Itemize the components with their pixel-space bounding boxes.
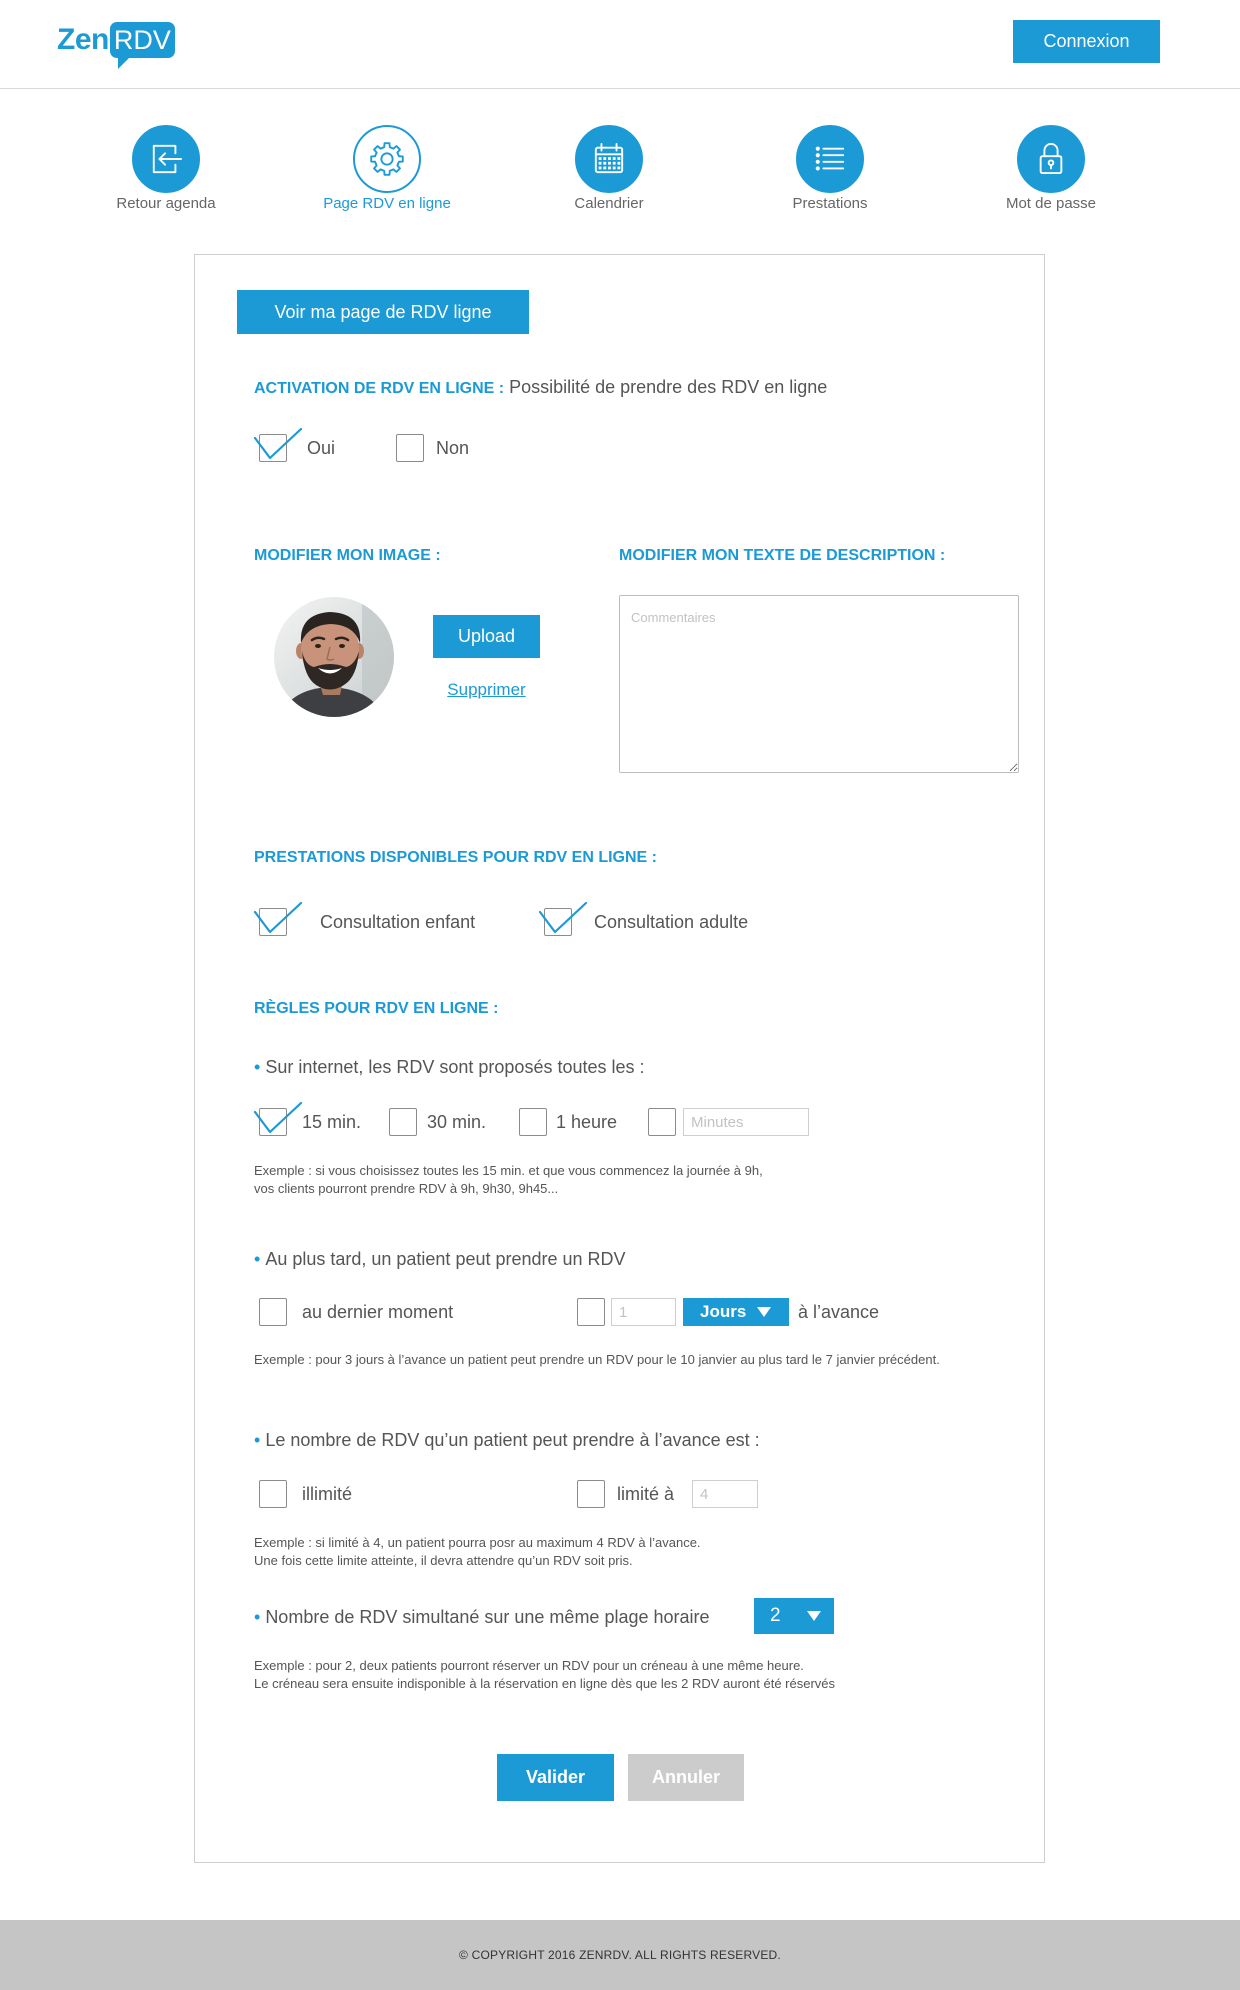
gear-icon: [355, 127, 419, 191]
view-booking-page-button[interactable]: Voir ma page de RDV ligne: [237, 290, 529, 334]
limited-checkbox[interactable]: [577, 1480, 605, 1508]
interval-1hour-label[interactable]: 1 heure: [556, 1112, 618, 1132]
footer: [0, 1920, 1240, 1990]
service-child-checkbox[interactable]: [259, 908, 287, 936]
copyright-text: © COPYRIGHT 2016 ZENRDV. ALL RIGHTS RESERVED.: [459, 1948, 781, 1962]
limit-count-input[interactable]: [692, 1480, 758, 1508]
nav-icon-circle: [575, 125, 643, 193]
nav-item-retour-agenda[interactable]: [86, 125, 246, 213]
advance-checkbox[interactable]: [577, 1298, 605, 1326]
delete-image-link[interactable]: Supprimer: [447, 680, 526, 699]
simultaneous-question: • Nombre de RDV simultané sur une même plage horaire: [254, 1606, 710, 1628]
example-line: vos clients pourront prendre RDV à 9h, 9h30, 9h45...: [254, 1181, 559, 1196]
interval-1hour-checkbox[interactable]: [519, 1108, 547, 1136]
advance-amount-input[interactable]: [611, 1298, 676, 1326]
activation-heading: [254, 376, 827, 400]
avatar: [274, 597, 394, 717]
interval-minutes-input[interactable]: [683, 1108, 809, 1136]
header: [0, 0, 1240, 89]
cancel-button[interactable]: Annuler: [628, 1754, 744, 1801]
interval-question: • Sur internet, les RDV sont proposés toutes les :: [254, 1056, 645, 1078]
list-icon: [798, 127, 862, 191]
brand-logo-prefix: Zen: [57, 23, 109, 56]
simultaneous-count-value: 2: [770, 1605, 781, 1626]
speech-bubble-tail-icon: [118, 57, 130, 69]
activation-subtitle: Possibilité de prendre des RDV en ligne: [504, 377, 828, 397]
unlimited-checkbox[interactable]: [259, 1480, 287, 1508]
last-minute-checkbox[interactable]: [259, 1298, 287, 1326]
example-line: Une fois cette limite atteinte, il devra attendre qu’un RDV soit pris.: [254, 1553, 633, 1568]
service-adult-label[interactable]: Consultation adulte: [594, 912, 749, 932]
advance-unit-value: Jours: [700, 1302, 747, 1321]
interval-30min-checkbox[interactable]: [389, 1108, 417, 1136]
nav-item-calendrier[interactable]: [529, 125, 689, 213]
activation-no-checkbox[interactable]: [396, 434, 424, 462]
service-adult-checkbox[interactable]: [544, 908, 572, 936]
simultaneous-example: [254, 1657, 835, 1693]
interval-30min-label[interactable]: 30 min.: [427, 1112, 487, 1132]
nav-item-page-rdv[interactable]: [307, 125, 467, 213]
checkmark-icon: [253, 426, 305, 466]
example-line: Exemple : si limité à 4, un patient pourra posr au maximum 4 RDV à l’avance.: [254, 1535, 701, 1550]
example-line: Exemple : pour 3 jours à l’avance un patient peut prendre un RDV pour le 10 janvier au plus tard le 7 janvier précédent.: [254, 1352, 940, 1367]
activation-yes-checkbox[interactable]: [259, 434, 287, 462]
activation-no-label[interactable]: Non: [436, 438, 470, 458]
caret-down-icon: [807, 1611, 821, 1621]
nav-label: Page RDV en ligne: [323, 195, 451, 212]
checkmark-icon: [253, 900, 305, 940]
nav-icon-circle: [132, 125, 200, 193]
simultaneous-count-select[interactable]: [754, 1598, 834, 1634]
nav-item-mot-de-passe[interactable]: [971, 125, 1131, 213]
description-section-title: MODIFIER MON TEXTE DE DESCRIPTION :: [619, 547, 946, 564]
last-minute-label[interactable]: au dernier moment: [302, 1302, 454, 1322]
max-question: • Le nombre de RDV qu’un patient peut prendre à l’avance est :: [254, 1429, 760, 1451]
submit-button[interactable]: Valider: [497, 1754, 614, 1801]
online-booking-settings-card: [194, 254, 1045, 1863]
advance-unit-select[interactable]: [683, 1298, 789, 1326]
brand-logo[interactable]: [57, 22, 175, 72]
nav-icon-circle: [353, 125, 421, 193]
latest-question: • Au plus tard, un patient peut prendre un RDV: [254, 1248, 626, 1270]
login-button[interactable]: Connexion: [1013, 20, 1160, 63]
interval-15min-label[interactable]: 15 min.: [302, 1112, 362, 1132]
caret-down-icon: [757, 1307, 771, 1317]
nav-item-prestations[interactable]: [750, 125, 910, 213]
limited-label[interactable]: limité à: [617, 1484, 675, 1504]
brand-logo-bubble: [110, 22, 175, 58]
nav-icon-circle: [1017, 125, 1085, 193]
latest-example: [254, 1351, 940, 1369]
rules-section-title: RÈGLES POUR RDV EN LIGNE :: [254, 1000, 499, 1017]
profile-photo: [274, 597, 394, 717]
activation-title: ACTIVATION DE RDV EN LIGNE :: [254, 380, 505, 397]
interval-15min-checkbox[interactable]: [259, 1108, 287, 1136]
checkmark-icon: [253, 1100, 305, 1140]
interval-example: [254, 1162, 763, 1198]
max-example: [254, 1534, 701, 1570]
advance-suffix-label: à l’avance: [798, 1302, 880, 1322]
service-child-label[interactable]: Consultation enfant: [320, 912, 476, 932]
upload-image-button[interactable]: Upload: [433, 615, 540, 658]
exit-arrow-icon: [134, 127, 198, 191]
brand-logo-suffix: RDV: [113, 25, 171, 55]
nav-label: Calendrier: [574, 195, 644, 212]
example-line: Exemple : si vous choisissez toutes les 15 min. et que vous commencez la journée à 9h,: [254, 1163, 763, 1178]
calendar-icon: [577, 127, 641, 191]
nav-label: Retour agenda: [116, 195, 216, 212]
example-line: Exemple : pour 2, deux patients pourront réserver un RDV pour un créneau à une même heure.: [254, 1658, 804, 1673]
checkmark-icon: [538, 900, 590, 940]
unlimited-label[interactable]: illimité: [302, 1484, 353, 1504]
example-line: Le créneau sera ensuite indisponible à la réservation en ligne dès que les 2 RDV auront été réservés: [254, 1676, 836, 1691]
padlock-icon: [1019, 127, 1083, 191]
nav-label: Prestations: [792, 195, 868, 212]
services-section-title: PRESTATIONS DISPONIBLES POUR RDV EN LIGNE :: [254, 849, 657, 866]
activation-yes-label[interactable]: Oui: [307, 438, 336, 458]
interval-custom-checkbox[interactable]: [648, 1108, 676, 1136]
image-section-title: MODIFIER MON IMAGE :: [254, 547, 441, 564]
nav-label: Mot de passe: [1005, 195, 1097, 212]
nav-icon-circle: [796, 125, 864, 193]
description-textarea[interactable]: [619, 595, 1019, 773]
